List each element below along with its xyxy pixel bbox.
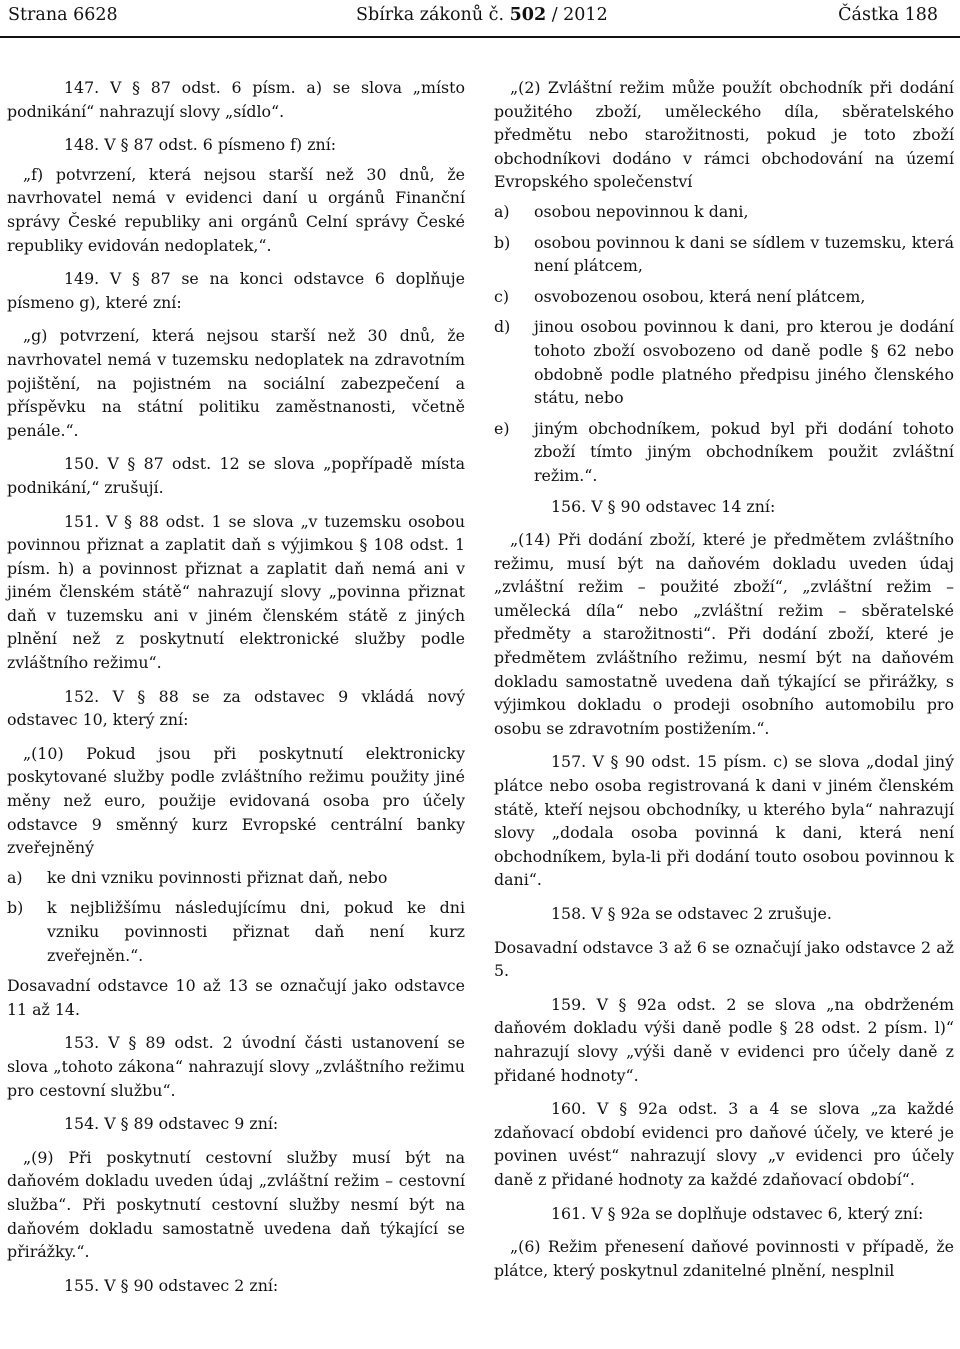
paragraph: 157. V § 90 odst. 15 písm. c) se slova „dodal jiný plátce nebo osoba registrovaná k dani v jiném členském státě, kteří nejsou obchodníky, u kterého byla“ nahrazují slovy „dodala osoba povinná k dani, která není obchodníkem, byla-li při dodání touto osobou povinnou k dani“. — [494, 752, 954, 890]
paragraph: 148. V § 87 odst. 6 písmeno f) zní: — [64, 135, 337, 155]
list-item-label: a) — [7, 867, 23, 887]
list-item-label: b) — [7, 898, 24, 918]
page-header — [0, 0, 960, 36]
list-item-text: osobou povinnou k dani se sídlem v tuzemsku, která není plátcem, — [534, 232, 954, 276]
list-item-text: jinou osobou povinnou k dani, pro kterou je dodání tohoto zboží osvobozeno od daně podle § 62 nebo obdobně podle platného předpisu jiného členského státu, nebo — [534, 317, 954, 408]
list-item — [494, 315, 954, 409]
paragraph: „(10) Pokud jsou při poskytnutí elektronicky poskytované služby podle zvláštního režimu použity jiné měny než euro, použije evidovaná osoba pro účely odstavce 9 směnný kurz Evropské centrální banky zveřejněný — [7, 743, 465, 858]
paragraph: „(14) Při dodání zboží, které je předmětem zvláštního režimu, musí být na daňovém dokladu uveden údaj „zvláštní režim – použité zboží“, „zvláštní režim – umělecká díla“ nebo „zvláštní režim – sběratelské předměty a starožitnosti“. Při dodání zboží, které je předmětem zvláštního režimu, nesmí být na daňovém dokladu samostatně uvedena daň týkající se přirážky, s výjimkou dokladu o prodeji osobního automobilu pro osobu se zdravotním postižením.“. — [494, 530, 954, 738]
paragraph: 152. V § 88 se za odstavec 9 vkládá nový odstavec 10, který zní: — [7, 686, 465, 730]
paragraph: 156. V § 90 odstavec 14 zní: — [551, 496, 776, 516]
paragraph: 151. V § 88 odst. 1 se slova „v tuzemsku osobou povinnou přiznat a zaplatit daň s výjimkou § 108 odst. 1 písm. h) a povinnost přiznat a zaplatit daň nemá ani v jiném členském státě“ nahrazují slovy „povinna přiznat daň v tuzemsku ani v jiném členském státě z jiných plnění než z poskytnutí elektronické služby podle zvláštního režimu“. — [7, 511, 465, 673]
paragraph: 149. V § 87 se na konci odstavce 6 doplňuje písmeno g), které zní: — [7, 269, 465, 312]
list-item — [494, 231, 954, 278]
collection-title — [356, 5, 608, 25]
paragraph: 158. V § 92a se odstavec 2 zrušuje. — [551, 904, 832, 923]
paragraph: 147. V § 87 odst. 6 písm. a) se slova „místo podnikání“ nahrazují slovy „sídlo“. — [7, 78, 465, 121]
part-number: Částka 188 — [838, 5, 938, 25]
paragraph: „(6) Režim přenesení daňové povinnosti v případě, že plátce, který poskytnul zdanitelné plnění, nesplnil — [494, 1237, 954, 1280]
header-rule — [0, 36, 960, 38]
paragraph: „(9) Při poskytnutí cestovní služby musí být na daňovém dokladu uveden údaj „zvláštní režim – cestovní služba“. Při poskytnutí cestovní služby nesmí být na daňovém dokladu samostatně uvedena daň týkající se přirážky.“. — [7, 1147, 465, 1262]
paragraph: „g) potvrzení, která nejsou starší než 30 dnů, že navrhovatel nemá v tuzemsku nedoplatek na zdravotním pojištění, na pojistném na sociální zabezpečení a příspěvku na státní politiku zaměstnanosti, včetně penále.“. — [7, 326, 465, 440]
list-item-text: k nejbližšímu následujícímu dni, pokud ke dni vzniku povinnosti přiznat daň není kurz zveřejněn.“. — [47, 898, 465, 965]
paragraph: 155. V § 90 odstavec 2 zní: — [64, 1275, 279, 1295]
list-item-label: b) — [494, 232, 511, 252]
paragraph: 150. V § 87 odst. 12 se slova „popřípadě místa podnikání,“ zrušují. — [7, 454, 465, 497]
paragraph: 160. V § 92a odst. 3 a 4 se slova „za každé zdaňovací období evidenci pro daňové účely, ve které je povinen uvést“ nahrazují slovy „v evidenci pro účely daně z přidané hodnoty za každé zdaňovací období“. — [494, 1099, 954, 1189]
paragraph: 159. V § 92a odst. 2 se slova „na obdrženém daňovém dokladu výši daně podle § 28 odst. 2 písm. l)“ nahrazují slovy „výši daně v evidenci pro účely daně z přidané hodnoty“. — [494, 994, 954, 1085]
paragraph: „(2) Zvláštní režim může použít obchodník při dodání použitého zboží, uměleckého díla, sběratelského předmětu nebo starožitnosti, pokud je toto zboží obchodníkovi dodáno v rámci obchodování na území Evropského společenství — [494, 78, 954, 192]
law-year: / 2012 — [551, 5, 608, 25]
list-item — [7, 866, 465, 890]
list-item-label: a) — [494, 201, 510, 221]
left-column — [7, 76, 465, 1307]
law-number: 502 — [509, 5, 547, 25]
list-item — [494, 200, 954, 224]
paragraph: Dosavadní odstavce 3 až 6 se označují jako odstavce 2 až 5. — [494, 937, 954, 981]
list-item-text: osvobozenou osobou, která není plátcem, — [534, 286, 866, 306]
list-item-label: d) — [494, 317, 511, 337]
paragraph: Dosavadní odstavce 10 až 13 se označují jako odstavce 11 až 14. — [7, 976, 465, 1019]
list-item-label: c) — [494, 286, 510, 306]
list-item — [7, 896, 465, 967]
list-item-text: jiným obchodníkem, pokud byl při dodání tohoto zboží tímto jiným obchodníkem použit zvláštní režim.“. — [534, 418, 954, 485]
list-item-text: osobou nepovinnou k dani, — [534, 201, 749, 221]
list-item — [494, 417, 954, 488]
paragraph: 153. V § 89 odst. 2 úvodní části ustanovení se slova „tohoto zákona“ nahrazují slovy „zvláštního režimu pro cestovní službu“. — [7, 1033, 465, 1100]
page-number: Strana 6628 — [8, 5, 118, 25]
paragraph: 161. V § 92a se doplňuje odstavec 6, který zní: — [551, 1203, 924, 1223]
list-item-text: ke dni vzniku povinnosti přiznat daň, nebo — [47, 867, 388, 887]
collection-prefix: Sbírka zákonů č. — [356, 5, 505, 25]
paragraph: „f) potvrzení, která nejsou starší než 30 dnů, že navrhovatel nemá v evidenci daní u orgánů Finanční správy České republiky ani orgánů Celní správy České republiky evidován nedoplatek,“. — [7, 164, 465, 255]
list-item — [494, 285, 954, 309]
paragraph: 154. V § 89 odstavec 9 zní: — [64, 1114, 279, 1134]
right-column — [494, 76, 954, 1292]
list-item-label: e) — [494, 418, 510, 438]
